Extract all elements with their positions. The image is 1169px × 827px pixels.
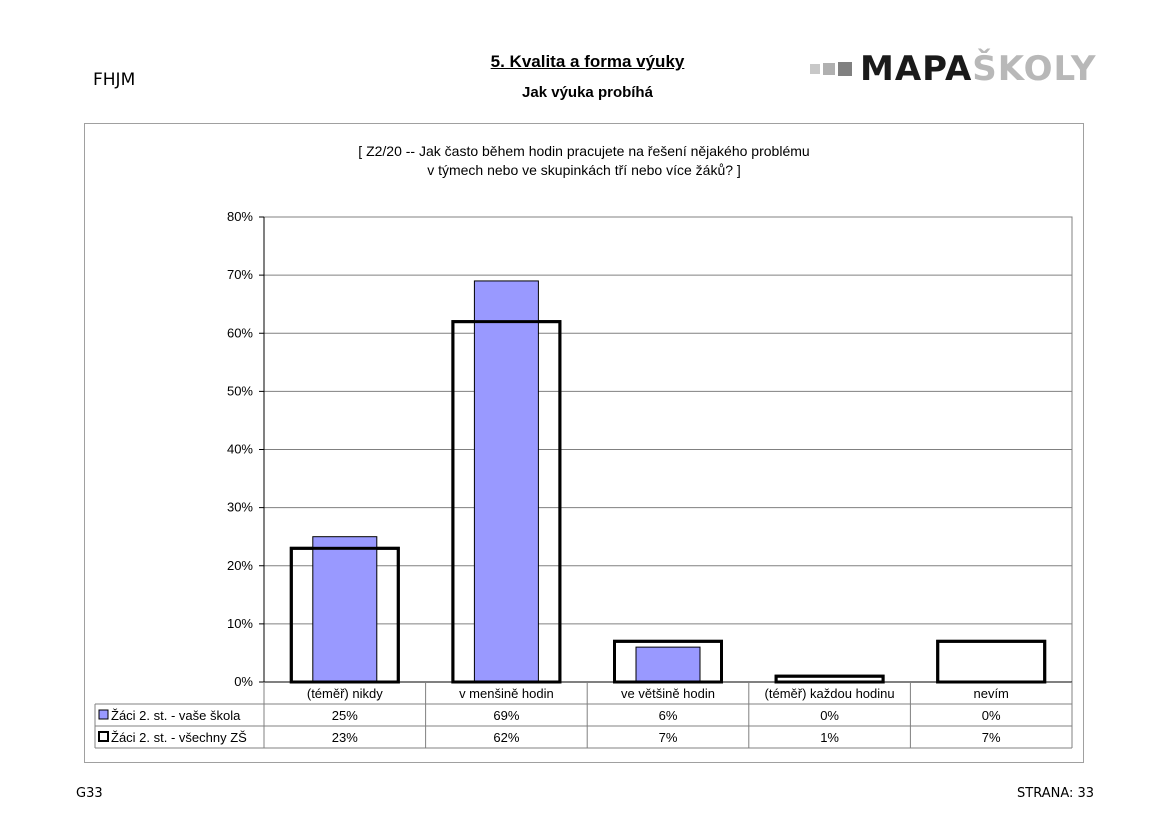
chart-title-line1: [ Z2/20 -- Jak často během hodin pracujete na řešení nějakého problému — [358, 143, 810, 159]
data-label: 69% — [493, 708, 520, 723]
y-tick-label: 30% — [226, 499, 253, 515]
y-tick-label: 50% — [226, 383, 253, 399]
y-tick-label: 60% — [226, 325, 253, 341]
logo-text-light: ŠKOLY — [972, 49, 1097, 89]
y-tick-label: 0% — [234, 674, 253, 689]
chart-title-line2: v týmech nebo ve skupinkách tří nebo více žáků? ] — [427, 162, 741, 178]
legend-swatch-your-school — [99, 710, 108, 719]
x-category-label: v menšině hodin — [459, 686, 554, 701]
page-number: STRANA: 33 — [1017, 786, 1095, 801]
logo-text-dark: MAPA — [860, 49, 973, 89]
x-category-label: (téměř) každou hodinu — [764, 686, 895, 701]
y-tick-label: 80% — [226, 209, 253, 224]
data-label: 25% — [331, 708, 358, 723]
y-tick-label: 40% — [226, 441, 253, 457]
y-tick-label: 70% — [226, 267, 253, 283]
bar-your-school — [474, 281, 538, 682]
data-label: 7% — [981, 730, 1001, 745]
y-tick-label: 10% — [226, 615, 253, 631]
legend-swatch-all-schools — [99, 732, 108, 741]
data-label: 0% — [981, 708, 1001, 723]
data-label: 23% — [331, 730, 358, 745]
legend-label: Žáci 2. st. - všechny ZŠ — [111, 730, 247, 745]
data-label: 7% — [658, 730, 678, 745]
bar-your-school — [636, 647, 700, 682]
data-label: 62% — [493, 730, 520, 745]
y-tick-label: 20% — [226, 557, 253, 573]
page-title: 5. Kvalita a forma výuky — [490, 52, 685, 71]
data-label: 1% — [820, 730, 839, 745]
x-category-label: nevím — [973, 686, 1009, 701]
school-code: FHJM — [93, 70, 136, 90]
data-label: 0% — [820, 708, 839, 723]
data-label: 6% — [658, 708, 678, 723]
x-category-label: ve většině hodin — [621, 686, 715, 701]
bar-your-school — [313, 537, 377, 682]
legend-label: Žáci 2. st. - vaše škola — [111, 708, 241, 723]
page-subtitle: Jak výuka probíhá — [522, 84, 653, 101]
page-code: G33 — [76, 786, 103, 801]
x-category-label: (téměř) nikdy — [306, 686, 383, 701]
